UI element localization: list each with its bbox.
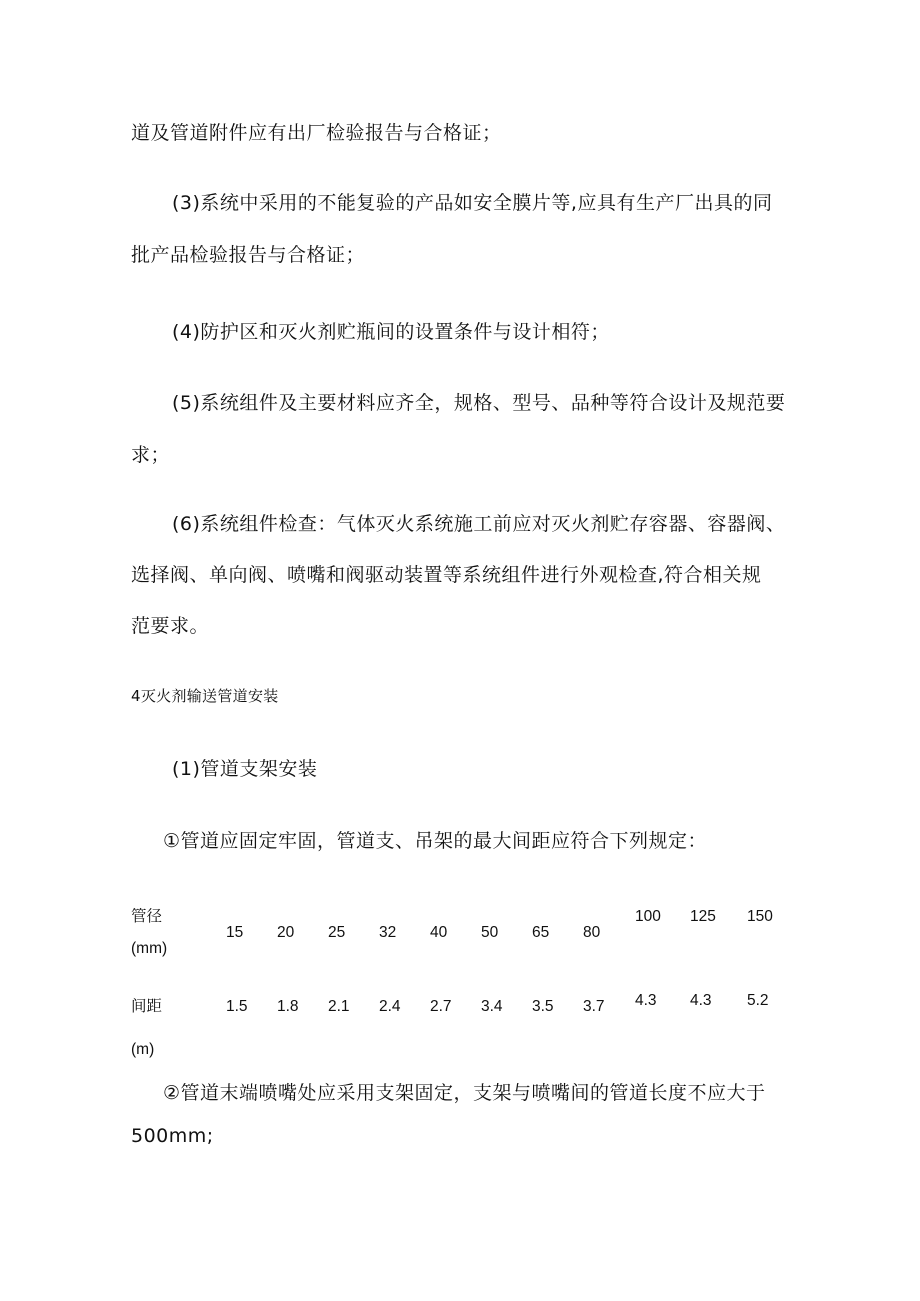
paragraph-line-8: 选择阀、单向阀、喷嘴和阀驱动装置等系统组件进行外观检查,符合相关规: [131, 564, 762, 586]
paragraph-line-3: 批产品检验报告与合格证；: [131, 244, 366, 266]
list-item-2-continuation: 500mm;: [131, 1125, 214, 1147]
table-cell: 2.4: [379, 998, 401, 1015]
table-header-pipe-diameter: 管径(mm): [131, 908, 168, 957]
paragraph-line-5: (5)系统组件及主要材料应齐全，规格、型号、品种等符合设计及规范要: [172, 392, 786, 414]
table-cell: 150: [747, 908, 773, 925]
paragraph-line-1: 道及管道附件应有出厂检验报告与合格证；: [131, 122, 502, 144]
table-cell: 40: [430, 924, 448, 941]
table-header-spacing: 间距(m): [131, 998, 163, 1058]
list-item-2: ②管道末端喷嘴处应采用支架固定，支架与喷嘴间的管道长度不应大于: [163, 1082, 766, 1104]
table-cell: 3.7: [583, 998, 605, 1015]
table-cell: 25: [328, 924, 346, 941]
subsection-title: (1)管道支架安装: [172, 758, 318, 780]
table-cell: 32: [379, 924, 397, 941]
table-cell: 3.4: [481, 998, 503, 1015]
table-cell: 2.1: [328, 998, 350, 1015]
table-cell: 20: [277, 924, 295, 941]
table-cell: 4.3: [635, 992, 657, 1009]
paragraph-line-6: 求；: [131, 444, 171, 466]
table-cell: 65: [532, 924, 550, 941]
list-item-1: ①管道应固定牢固，管道支、吊架的最大间距应符合下列规定：: [163, 830, 708, 852]
table-cell: 2.7: [430, 998, 452, 1015]
paragraph-line-4: (4)防护区和灭火剂贮瓶间的设置条件与设计相符；: [172, 321, 610, 343]
table-cell: 1.8: [277, 998, 299, 1015]
paragraph-line-9: 范要求。: [131, 615, 210, 637]
table-cell: 15: [226, 924, 244, 941]
table-cell: 3.5: [532, 998, 554, 1015]
table-cell: 80: [583, 924, 601, 941]
paragraph-line-7: (6)系统组件检查：气体灭火系统施工前应对灭火剂贮存容器、容器阀、: [172, 513, 786, 535]
section-heading: 4灭火剂输送管道安装: [131, 687, 279, 705]
table-cell: 1.5: [226, 998, 248, 1015]
table-cell: 50: [481, 924, 499, 941]
table-cell: 100: [635, 908, 661, 925]
table-cell: 4.3: [690, 992, 712, 1009]
table-cell: 125: [690, 908, 716, 925]
paragraph-line-2: (3)系统中采用的不能复验的产品如安全膜片等,应具有生产厂出具的同: [172, 192, 773, 214]
table-cell: 5.2: [747, 992, 769, 1009]
